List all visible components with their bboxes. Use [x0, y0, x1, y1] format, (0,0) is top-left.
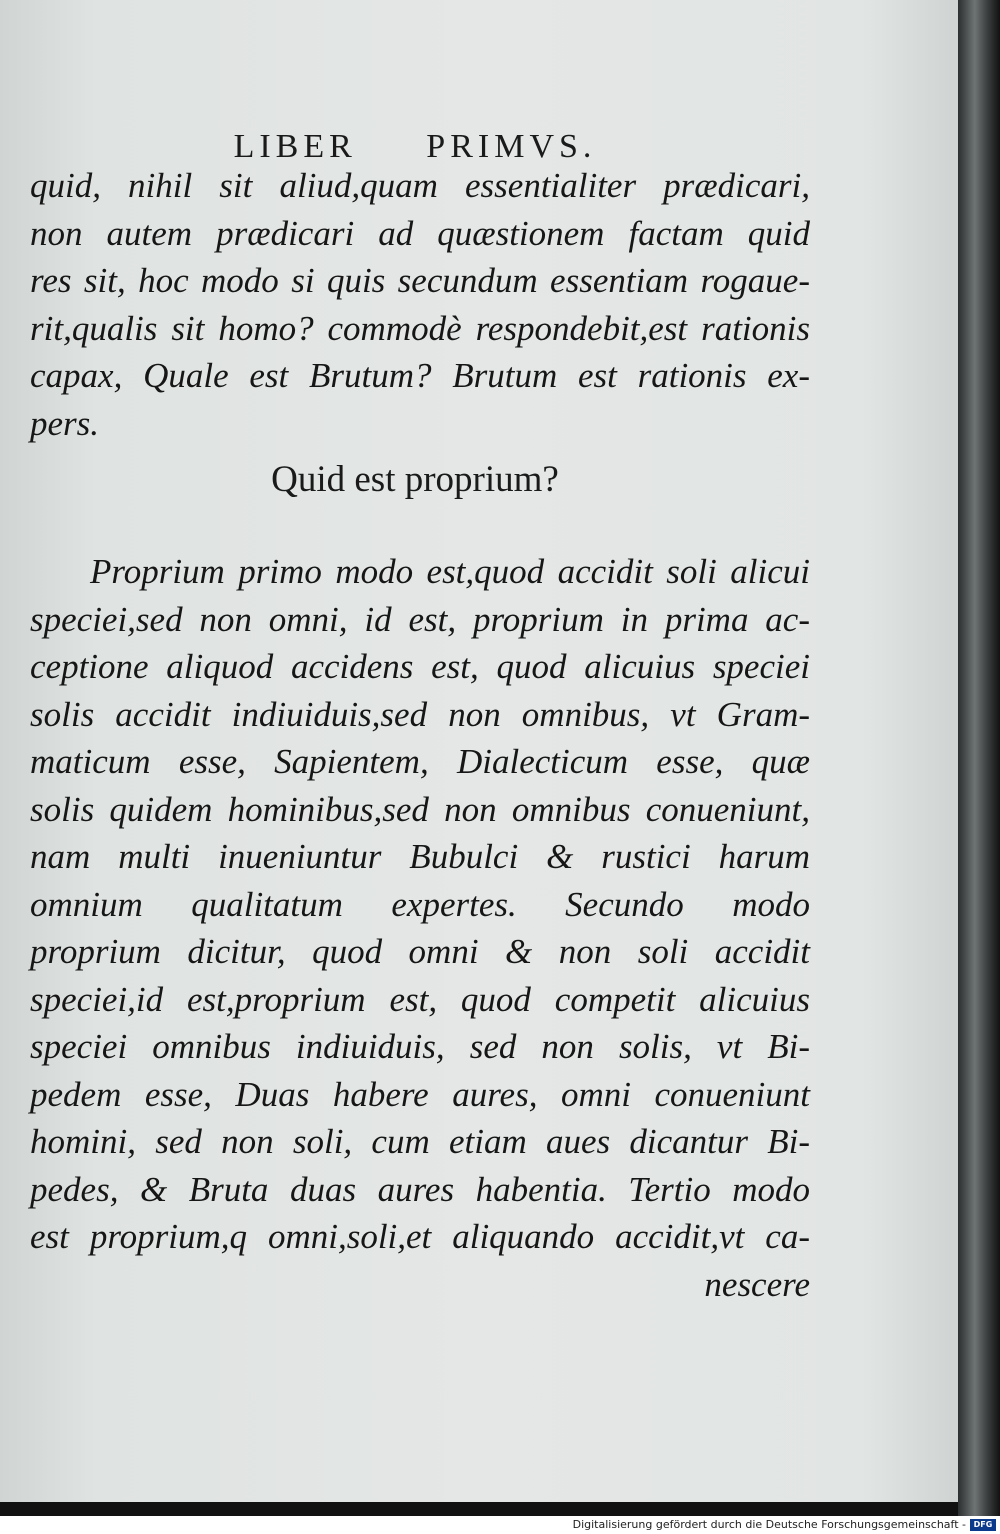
text-line: omnium qualitatum expertes. Secundo modo	[30, 884, 810, 924]
text-line: est proprium,q omni,soli,et aliquando accidit,vt ca-	[30, 1217, 810, 1256]
scanner-edge	[958, 0, 1000, 1534]
text-line: non autem prædicari ad quæstionem factam quid	[30, 213, 810, 253]
running-head-right: PRIMVS.	[426, 128, 597, 165]
text-line: speciei,sed non omni, id est, proprium in prima ac-	[30, 599, 810, 639]
text-line: quid, nihil sit aliud,quam essentialiter prædicari,	[30, 166, 810, 205]
section-heading: Quid est proprium?	[271, 459, 559, 500]
text-line: homini, sed non soli, cum etiam aues dicantur Bi-	[30, 1122, 810, 1161]
footer-credit: Digitalisierung gefördert durch die Deutsche Forschungsgemeinschaft -	[572, 1518, 966, 1531]
text-line: speciei,id est,proprium est, quod competit alicuius	[30, 979, 810, 1019]
dfg-logo-icon: DFG	[970, 1519, 996, 1531]
text-line: speciei omnibus indiuiduis, sed non solis, vt Bi-	[30, 1027, 810, 1066]
text-line: proprium dicitur, quod omni & non soli accidit	[30, 932, 810, 971]
text-line: Proprium primo modo est,quod accidit soli alicui	[90, 552, 810, 591]
text-line: nam multi inueniuntur Bubulci & rustici harum	[30, 837, 810, 876]
text-line: maticum esse, Sapientem, Dialecticum esse, quæ	[30, 742, 810, 781]
text-line: pedes, & Bruta duas aures habentia. Tertio modo	[30, 1169, 810, 1209]
proprium-paragraph	[30, 548, 810, 1308]
intro-paragraph	[30, 162, 810, 447]
text-line: solis accidit indiuiduis,sed non omnibus, vt Gram-	[30, 694, 810, 734]
running-head-left: LIBER	[233, 128, 357, 165]
text-line: capax, Quale est Brutum? Brutum est rationis ex-	[30, 356, 810, 395]
running-head	[0, 128, 830, 166]
text-line: pedem esse, Duas habere aures, omni conueniunt	[30, 1074, 810, 1114]
text-line: ceptione aliquod accidens est, quod alicuius speciei	[30, 647, 810, 686]
scanner-edge-bottom	[0, 1502, 958, 1516]
catchword: nescere	[704, 1264, 810, 1304]
text-line: solis quidem hominibus,sed non omnibus conueniunt,	[30, 789, 810, 829]
digitization-footer	[0, 1516, 1000, 1534]
text-line: pers.	[30, 403, 100, 443]
text-line: rit,qualis sit homo? commodè respondebit,est rationis	[30, 308, 810, 348]
text-line: res sit, hoc modo si quis secundum essentiam rogaue-	[30, 261, 810, 300]
